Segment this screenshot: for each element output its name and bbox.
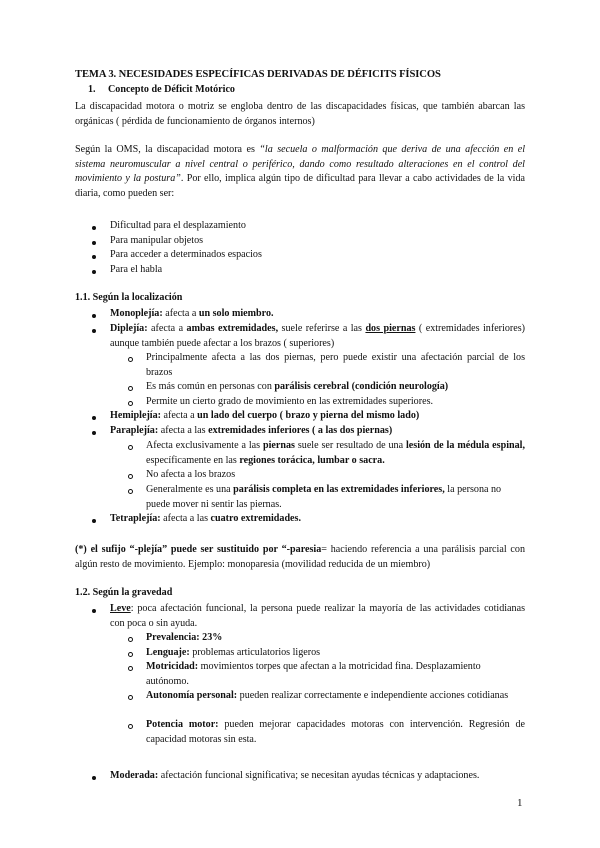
suffix-note: (*) el sufijo “-plejía” puede ser sustituido por “-paresia= haciendo referencia a una parálisis parcial con algún resto de movimiento. Ejemplo: monoparesia (movilidad reducida de un miembro) [75,544,525,570]
section-1-label: Concepto de Déficit Motórico [108,84,235,95]
bullet-icon [92,431,96,435]
sub-bullet-icon [128,401,133,406]
section-1-heading [88,84,235,95]
bullet-icon [92,609,96,613]
list-item: Para acceder a determinados espacios [110,249,262,260]
oms-quote: “la secuela o malformación que deriva de una afección en el sistema neuromuscular a nivel central o periférico, dando como resultado alteraciones en el control del movimiento y la postura” [75,144,525,185]
list-item: Permite un cierto grado de movimiento en las extremidades superiores. [146,396,434,407]
list-item: Prevalencia: 23% [146,632,223,643]
list-item: Monoplejía: afecta a un solo miembro. [110,308,274,319]
sub-bullet-icon [128,652,133,657]
bullet-icon [92,270,96,274]
intro-paragraph: La discapacidad motora o motriz se engloba dentro de las discapacidades físicas, que también abarcan las orgánicas ( pérdida de funcionamiento de órganos internos) [75,101,525,127]
sub-bullet-icon [128,474,133,479]
sub-bullet-icon [128,724,133,729]
oms-intro: Según la OMS, la discapacidad motora es [75,144,260,155]
sub-bullet-icon [128,386,133,391]
oms-rest: . Por ello, implica algún tipo de dificultad para llevar a cabo actividades de la vida diaria, como pueden ser: [75,173,525,199]
list-item: Motricidad: movimientos torpes que afectan a la motricidad fina. Desplazamiento autónomo. [146,661,481,687]
page-title: TEMA 3. NECESIDADES ESPECÍFICAS DERIVADAS DE DÉFICITS FÍSICOS [75,69,441,80]
sub-bullet-icon [128,695,133,700]
list-item: Leve: poca afectación funcional, la persona puede realizar la mayoría de las actividades cotidianas con poca o sin ayuda. [110,603,525,629]
list-item: Para el habla [110,264,163,275]
list-item: Lenguaje: problemas articulatorios ligeros [146,647,321,658]
list-item: Principalmente afecta a las dos piernas, pero puede existir una afectación parcial de los brazos [146,352,525,378]
bullet-icon [92,226,96,230]
list-item: Potencia motor: pueden mejorar capacidades motoras con intervención. Regresión de capacidad motoras sin esta. [146,719,525,745]
bullet-icon [92,329,96,333]
sub-bullet-icon [128,357,133,362]
list-item: Tetraplejía: afecta a las cuatro extremidades. [110,513,301,524]
list-item: Es más común en personas con parálisis cerebral (condición neurología) [146,381,449,392]
page-number: 1 [517,797,523,809]
list-item: Paraplejía: afecta a las extremidades inferiores ( a las dos piernas) [110,425,393,436]
bullet-icon [92,255,96,259]
section-1-1-heading: 1.1. Según la localización [75,292,183,303]
bullet-icon [92,776,96,780]
list-item: Autonomía personal: pueden realizar correctamente e independiente acciones cotidianas [146,690,509,701]
bullet-icon [92,519,96,523]
list-item: Dificultad para el desplazamiento [110,220,246,231]
sub-bullet-icon [128,445,133,450]
list-item: Moderada: afectación funcional significativa; se necesitan ayudas técnicas y adaptaciones. [110,770,480,781]
sub-bullet-icon [128,489,133,494]
sub-bullet-icon [128,637,133,642]
section-1-number: 1. [88,84,96,95]
list-item: Para manipular objetos [110,235,204,246]
oms-definition-paragraph [75,143,525,201]
sub-bullet-icon [128,666,133,671]
bullet-icon [92,241,96,245]
list-item: No afecta a los brazos [146,469,236,480]
bullet-icon [92,314,96,318]
list-item: Hemiplejía: afecta a un lado del cuerpo ( brazo y pierna del mismo lado) [110,410,420,421]
section-1-2-heading: 1.2. Según la gravedad [75,587,173,598]
list-item: Diplejía: afecta a ambas extremidades, suele referirse a las dos piernas ( extremidades inferiores) aunque también puede afectar a los brazos ( superiores) [110,323,526,349]
bullet-icon [92,416,96,420]
list-item: Afecta exclusivamente a las piernas suele ser resultado de una lesión de la médula espinal, específicamente en las regiones torácica, lumbar o sacra. [146,440,525,466]
list-item: Generalmente es una parálisis completa en las extremidades inferiores, la persona no puede mover ni sentir las piernas. [146,484,502,510]
